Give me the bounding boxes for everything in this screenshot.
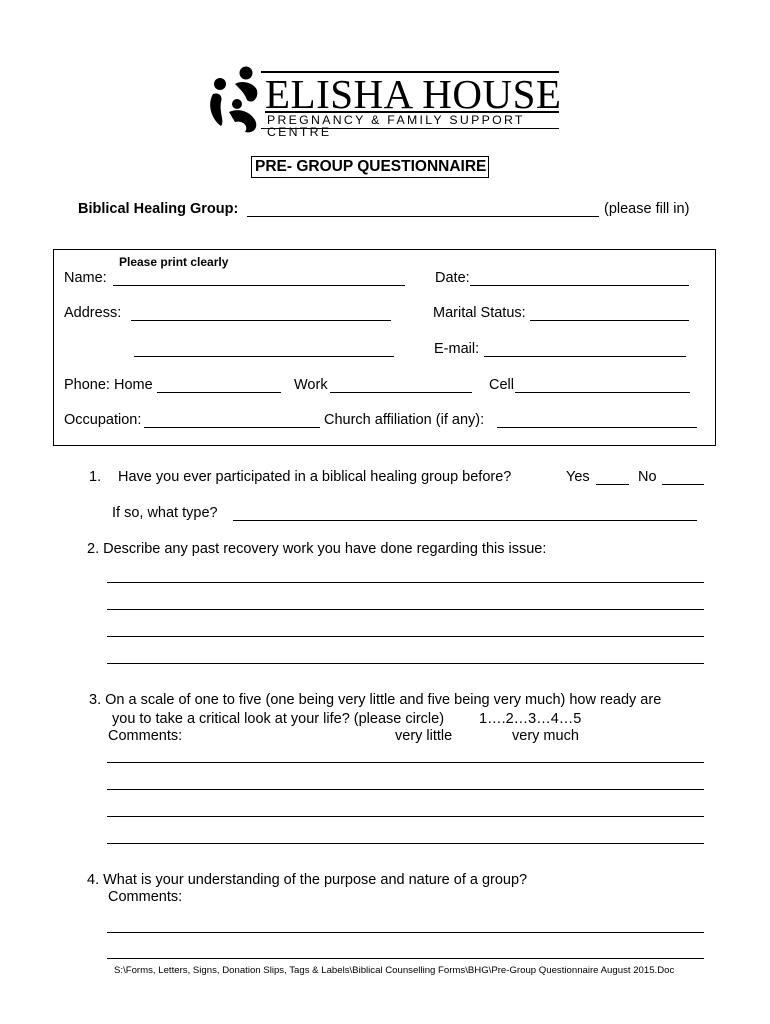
phone-work-field[interactable]	[330, 392, 472, 393]
q3-answer-line[interactable]	[107, 816, 704, 817]
q4-text: 4. What is your understanding of the purpose and nature of a group?	[87, 872, 528, 888]
q4-answer-line[interactable]	[107, 958, 704, 959]
phone-cell-label: Cell	[489, 377, 514, 393]
marital-status-field[interactable]	[530, 320, 689, 321]
group-input-line[interactable]	[247, 216, 599, 217]
phone-home-label: Phone: Home	[64, 377, 153, 393]
logo-tagline: PREGNANCY & FAMILY SUPPORT CENTRE	[267, 113, 525, 140]
email-label: E-mail:	[434, 341, 480, 357]
name-field[interactable]	[113, 285, 405, 286]
phone-home-field[interactable]	[157, 392, 281, 393]
church-label: Church affiliation (if any):	[324, 412, 485, 428]
q3-answer-line[interactable]	[107, 789, 704, 790]
q1-no-label: No	[638, 469, 657, 485]
q2-answer-line[interactable]	[107, 636, 704, 637]
date-label: Date:	[435, 270, 470, 286]
q4-comments-label: Comments:	[108, 889, 183, 905]
q1-number: 1.	[89, 469, 102, 485]
date-field[interactable]	[470, 285, 689, 286]
q1-yes-field[interactable]	[596, 484, 629, 485]
q3-text-line2: you to take a critical look at your life? (please circle)	[112, 711, 445, 727]
page-title: PRE- GROUP QUESTIONNAIRE	[251, 156, 489, 178]
family-figures-icon	[205, 64, 265, 136]
phone-work-label: Work	[294, 377, 328, 393]
q3-scale[interactable]: 1….2…3…4…5	[479, 711, 582, 727]
q3-scale-high-label: very much	[512, 728, 579, 744]
occupation-label: Occupation:	[64, 412, 142, 428]
phone-cell-field[interactable]	[515, 392, 690, 393]
logo	[205, 64, 565, 140]
footer-file-path: S:\Forms, Letters, Signs, Donation Slips, Tags & Labels\Biblical Counselling Forms\BHG\Pre-Group Questionnaire August 2015.Doc	[114, 965, 675, 976]
q2-answer-line[interactable]	[107, 582, 704, 583]
address-field-2[interactable]	[134, 356, 394, 357]
q1-type-field[interactable]	[233, 520, 697, 521]
group-hint: (please fill in)	[604, 201, 690, 217]
email-field[interactable]	[484, 356, 686, 357]
address-field-1[interactable]	[131, 320, 391, 321]
name-label: Name:	[64, 270, 107, 286]
q1-text: Have you ever participated in a biblical healing group before?	[118, 469, 512, 485]
occupation-field[interactable]	[144, 427, 320, 428]
q3-answer-line[interactable]	[107, 843, 704, 844]
q2-answer-line[interactable]	[107, 609, 704, 610]
q2-answer-line[interactable]	[107, 663, 704, 664]
q1-followup-label: If so, what type?	[112, 505, 218, 521]
logo-name: ELISHA HOUSE	[265, 71, 562, 117]
q1-no-field[interactable]	[662, 484, 704, 485]
q3-text-line1: 3. On a scale of one to five (one being very little and five being very much) how ready are	[89, 692, 662, 708]
print-instruction: Please print clearly	[119, 255, 229, 269]
logo-bottom-rule	[261, 128, 559, 129]
marital-status-label: Marital Status:	[433, 305, 526, 321]
address-label: Address:	[64, 305, 122, 321]
q3-answer-line[interactable]	[107, 762, 704, 763]
q1-yes-label: Yes	[566, 469, 590, 485]
q4-answer-line[interactable]	[107, 932, 704, 933]
q2-text: 2. Describe any past recovery work you have done regarding this issue:	[87, 541, 547, 557]
church-field[interactable]	[497, 427, 697, 428]
q3-scale-low-label: very little	[395, 728, 453, 744]
q3-comments-label: Comments:	[108, 728, 183, 744]
group-label: Biblical Healing Group:	[78, 201, 239, 217]
